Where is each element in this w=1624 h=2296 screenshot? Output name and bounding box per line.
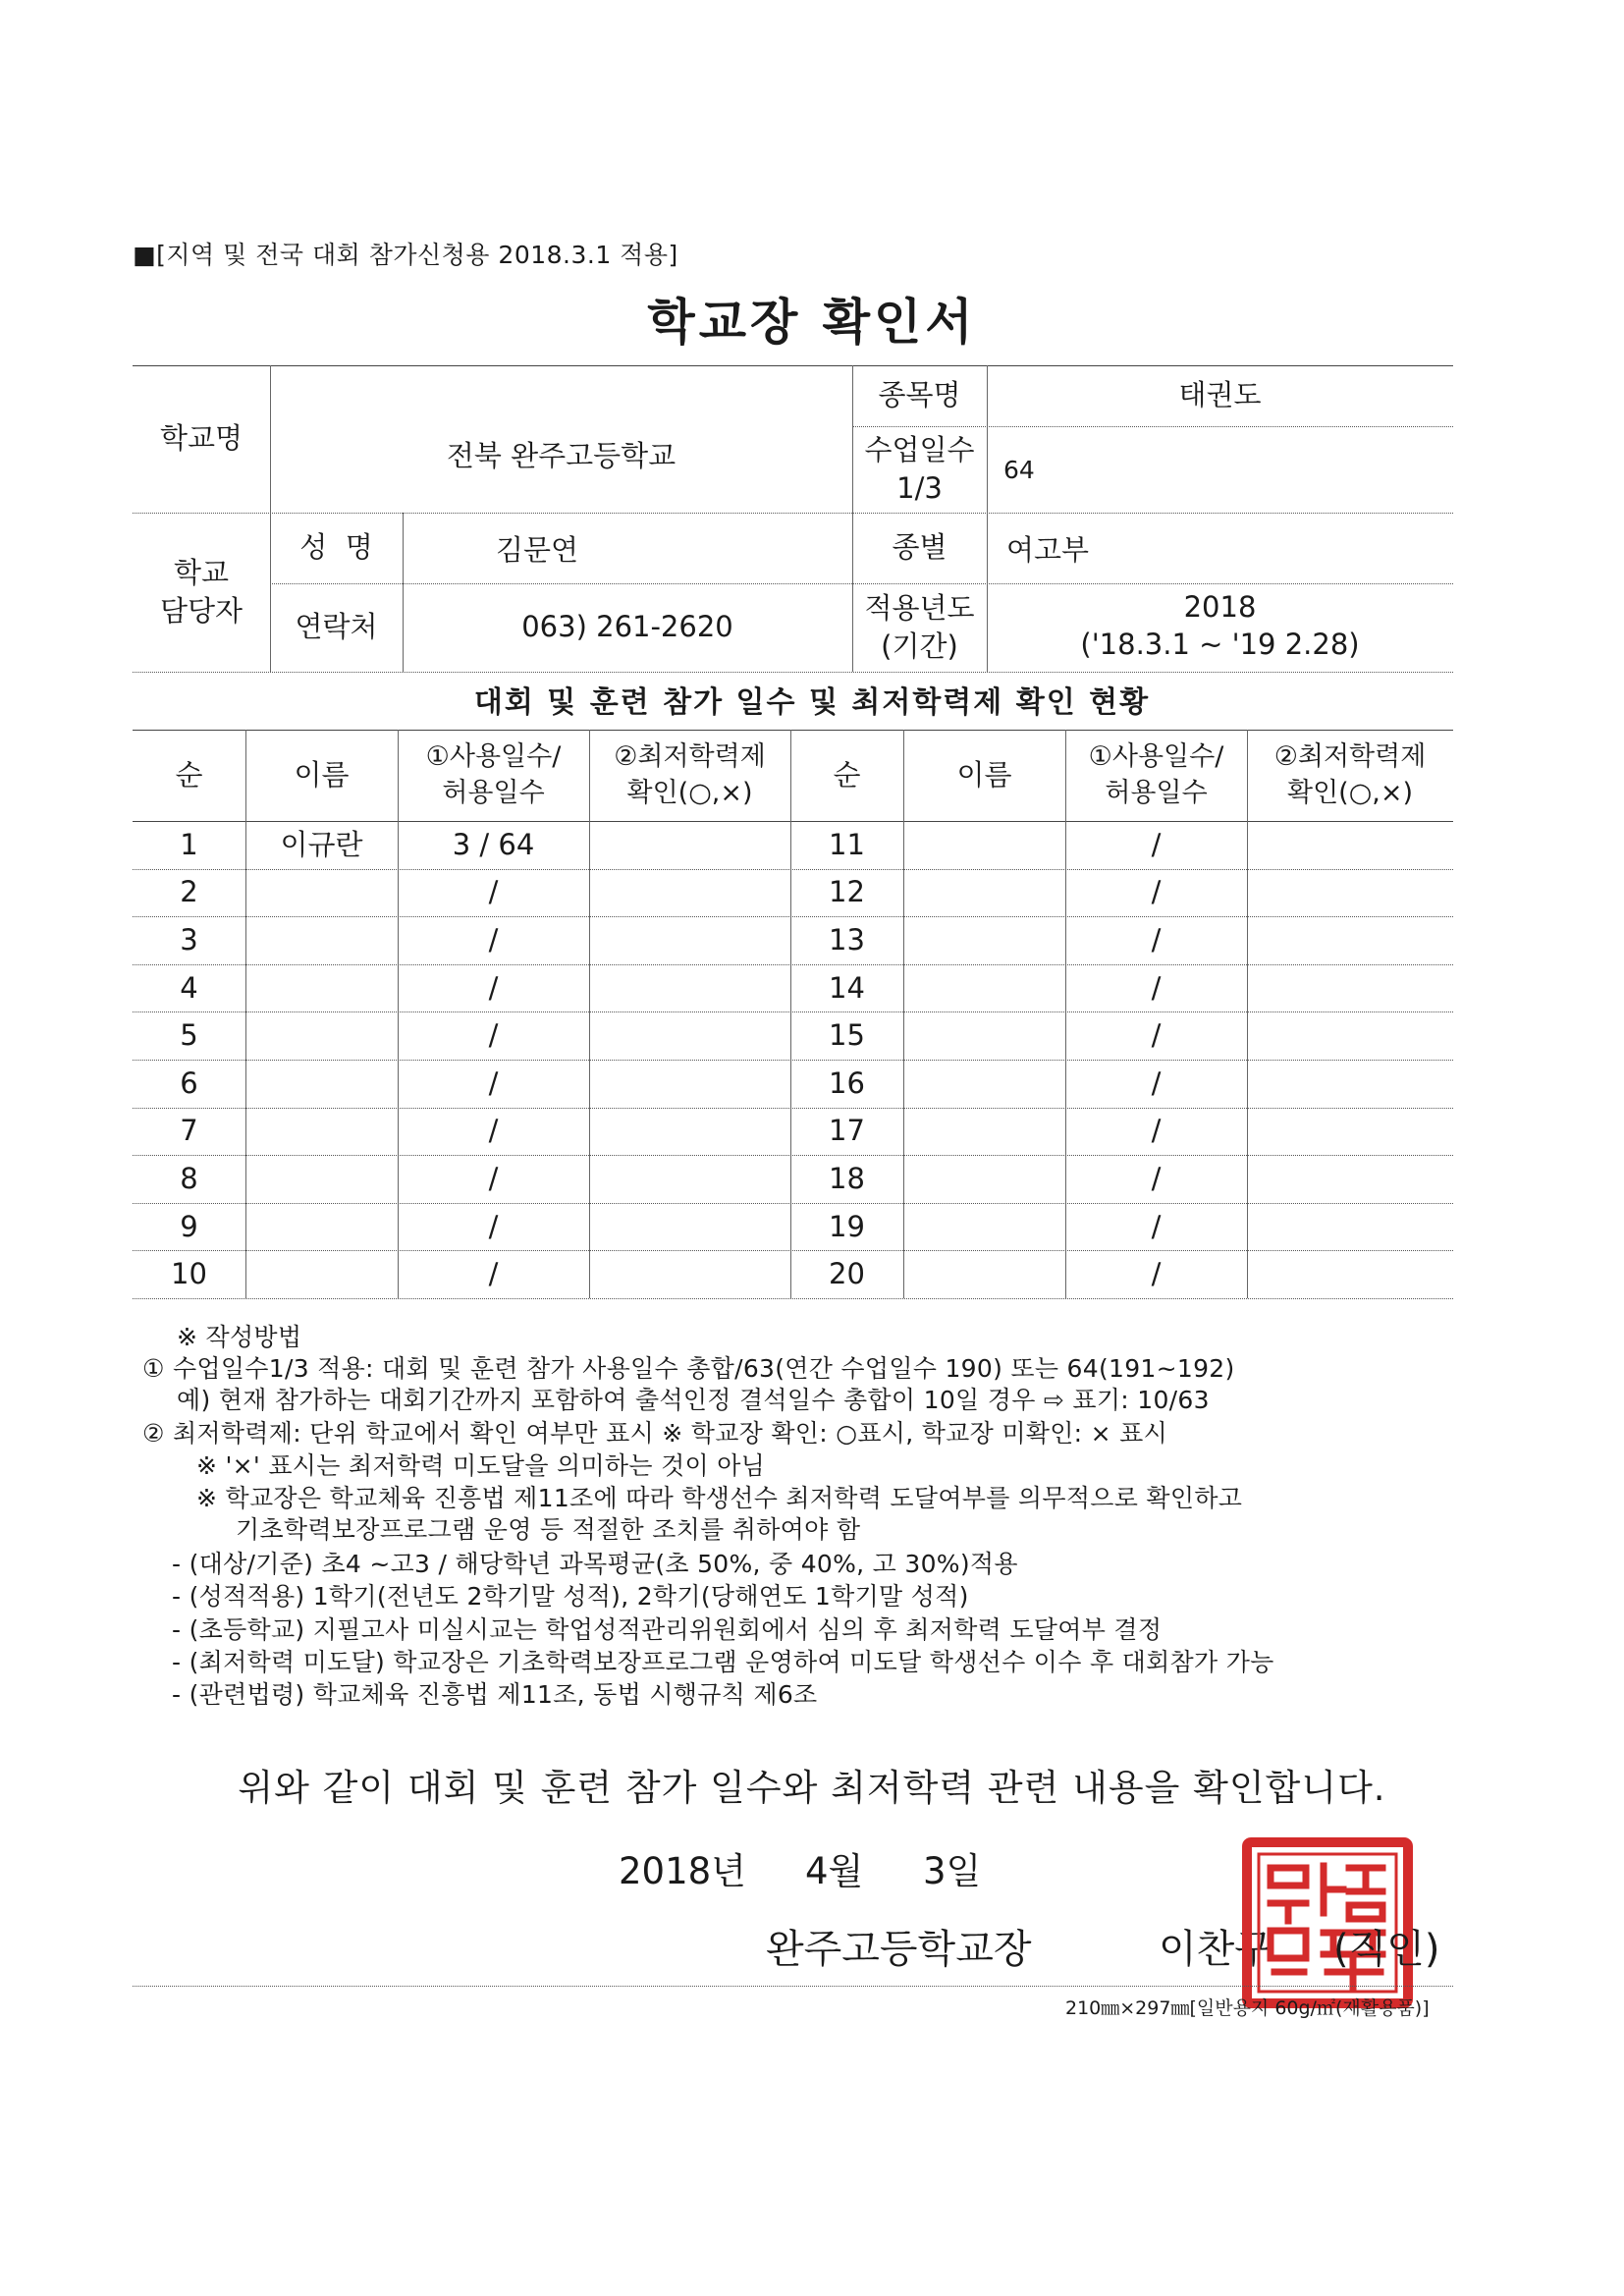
row-name bbox=[245, 1108, 398, 1156]
row-number: 1 bbox=[180, 827, 198, 861]
note-line: - (대상/기준) 초4 ~고3 / 해당학년 과목평균(초 50%, 중 40%, 고 30%)적용 bbox=[172, 1550, 1018, 1578]
row-days: / bbox=[1151, 1161, 1162, 1195]
col-no-header: 순 bbox=[833, 757, 861, 792]
row-name bbox=[245, 1011, 398, 1060]
row-number: 4 bbox=[180, 970, 198, 1005]
col-name-header: 이름 bbox=[956, 757, 1012, 792]
row-check bbox=[1247, 916, 1453, 964]
row-check bbox=[589, 869, 790, 917]
event-label: 종목명 bbox=[878, 378, 961, 412]
seal-label: (직인) bbox=[1333, 1927, 1440, 1972]
school-name-label: 학교명 bbox=[159, 421, 244, 456]
contact-value: 063) 261-2620 bbox=[521, 610, 733, 644]
row-days: / bbox=[1151, 1018, 1162, 1053]
row-number: 16 bbox=[829, 1066, 865, 1100]
col-check-header: ②최저학력제 확인(○,×) bbox=[614, 741, 766, 808]
row-days: / bbox=[1151, 970, 1162, 1005]
year-value: 2018 bbox=[1183, 590, 1257, 625]
row-name: 이규란 bbox=[280, 827, 363, 861]
row-number: 14 bbox=[829, 970, 865, 1005]
manager-label: 학교 담당자 bbox=[159, 555, 244, 628]
row-number: 19 bbox=[829, 1209, 865, 1243]
date-year: 2018년 bbox=[619, 1850, 746, 1892]
row-days: / bbox=[1151, 1209, 1162, 1243]
year-label: 적용년도 (기간) bbox=[864, 590, 975, 663]
col-name-header: 이름 bbox=[294, 757, 350, 792]
row-days: / bbox=[488, 1066, 499, 1100]
row-check bbox=[1247, 1203, 1453, 1251]
manager-name: 김문연 bbox=[496, 532, 579, 567]
row-number: 9 bbox=[180, 1209, 198, 1243]
class-days-label: 수업일수 1/3 bbox=[864, 432, 975, 505]
note-line: 예) 현재 참가하는 대회기간까지 포함하여 출석인정 결석일수 총합이 10일 경우 ⇨ 표기: 10/63 bbox=[177, 1386, 1210, 1414]
row-days: / bbox=[1151, 827, 1162, 861]
row-number: 17 bbox=[829, 1114, 865, 1148]
note-line: ※ 작성방법 bbox=[177, 1323, 302, 1351]
row-days: / bbox=[488, 1209, 499, 1243]
row-check bbox=[589, 1108, 790, 1156]
school-name: 전북 완주고등학교 bbox=[446, 439, 677, 473]
row-name bbox=[903, 1203, 1065, 1251]
row-number: 12 bbox=[829, 875, 865, 909]
note-line: 기초학력보장프로그램 운영 등 적절한 조치를 취하여야 함 bbox=[236, 1515, 861, 1544]
row-name bbox=[903, 821, 1065, 869]
row-name bbox=[245, 1250, 398, 1298]
row-name bbox=[903, 1108, 1065, 1156]
row-name bbox=[903, 916, 1065, 964]
row-check bbox=[1247, 1060, 1453, 1108]
row-number: 3 bbox=[180, 922, 198, 957]
page-title: 학교장 확인서 bbox=[647, 294, 977, 351]
row-days: / bbox=[1151, 1257, 1162, 1291]
event-value: 태권도 bbox=[1178, 378, 1262, 412]
row-days: / bbox=[1151, 922, 1162, 957]
row-name bbox=[245, 916, 398, 964]
row-number: 18 bbox=[829, 1161, 865, 1195]
row-name bbox=[245, 964, 398, 1012]
row-number: 10 bbox=[171, 1257, 207, 1291]
row-number: 2 bbox=[180, 875, 198, 909]
row-number: 7 bbox=[180, 1114, 198, 1148]
row-number: 20 bbox=[829, 1257, 865, 1291]
division-value: 여고부 bbox=[1006, 532, 1090, 567]
row-name bbox=[903, 1060, 1065, 1108]
row-check bbox=[589, 1060, 790, 1108]
row-check bbox=[589, 1155, 790, 1203]
date-day: 3일 bbox=[923, 1850, 982, 1892]
row-check bbox=[1247, 869, 1453, 917]
row-days: / bbox=[1151, 1066, 1162, 1100]
row-check bbox=[1247, 1155, 1453, 1203]
note-line: - (성적적용) 1학기(전년도 2학기말 성적), 2학기(당해연도 1학기말 성적) bbox=[172, 1582, 969, 1611]
row-check bbox=[1247, 964, 1453, 1012]
row-check bbox=[589, 1011, 790, 1060]
class-days-value: 64 bbox=[1003, 455, 1035, 484]
row-check bbox=[1247, 1250, 1453, 1298]
row-check bbox=[1247, 1108, 1453, 1156]
note-line: ※ '×' 표시는 최저학력 미도달을 의미하는 것이 아님 bbox=[196, 1451, 766, 1480]
row-name bbox=[245, 1155, 398, 1203]
note-line: - (최저학력 미도달) 학교장은 기초학력보장프로그램 운영하여 미도달 학생선수 이수 후 대회참가 가능 bbox=[172, 1648, 1274, 1676]
row-check bbox=[589, 1250, 790, 1298]
division-label: 종별 bbox=[892, 530, 947, 565]
row-check bbox=[589, 916, 790, 964]
name-label: 성 명 bbox=[299, 530, 373, 565]
row-number: 6 bbox=[180, 1066, 198, 1100]
row-number: 15 bbox=[829, 1018, 865, 1053]
row-name bbox=[903, 964, 1065, 1012]
date-month: 4월 bbox=[805, 1850, 864, 1892]
signer-title: 완주고등학교장 bbox=[766, 1927, 1032, 1972]
row-days: / bbox=[1151, 1114, 1162, 1148]
row-check bbox=[1247, 821, 1453, 869]
row-days: / bbox=[488, 922, 499, 957]
row-check bbox=[589, 821, 790, 869]
row-check bbox=[589, 1203, 790, 1251]
row-check bbox=[589, 964, 790, 1012]
note-line: ① 수업일수1/3 적용: 대회 및 훈련 참가 사용일수 총합/63(연간 수업일수 190) 또는 64(191~192) bbox=[142, 1354, 1235, 1383]
row-number: 8 bbox=[180, 1161, 198, 1195]
col-days-header: ①사용일수/ 허용일수 bbox=[1088, 741, 1224, 808]
paper-spec-note: 210㎜×297㎜[일반용지 60g/㎡(재활용품)] bbox=[1065, 1997, 1430, 2019]
note-line: ※ 학교장은 학교체육 진흥법 제11조에 따라 학생선수 최저학력 도달여부를 의무적으로 확인하고 bbox=[196, 1484, 1243, 1512]
row-name bbox=[245, 1060, 398, 1108]
row-name bbox=[903, 1011, 1065, 1060]
row-name bbox=[903, 1250, 1065, 1298]
col-days-header: ①사용일수/ 허용일수 bbox=[425, 741, 562, 808]
note-line: ② 최저학력제: 단위 학교에서 확인 여부만 표시 ※ 학교장 확인: ○표시, 학교장 미확인: × 표시 bbox=[142, 1419, 1168, 1448]
row-days: / bbox=[488, 1257, 499, 1291]
row-name bbox=[245, 869, 398, 917]
contact-label: 연락처 bbox=[295, 610, 378, 644]
col-check-header: ②최저학력제 확인(○,×) bbox=[1273, 741, 1427, 808]
row-number: 13 bbox=[829, 922, 865, 957]
row-name bbox=[245, 1203, 398, 1251]
row-number: 5 bbox=[180, 1018, 198, 1053]
row-days: 3 / 64 bbox=[452, 827, 535, 861]
row-days: / bbox=[488, 1114, 499, 1148]
note-line: - (관련법령) 학교체육 진흥법 제11조, 동법 시행규칙 제6조 bbox=[172, 1680, 818, 1709]
note-line: - (초등학교) 지필고사 미실시교는 학업성적관리위원회에서 심의 후 최저학력 도달여부 결정 bbox=[172, 1615, 1163, 1644]
row-number: 11 bbox=[829, 827, 865, 861]
header-note: ■[지역 및 전국 대회 참가신청용 2018.3.1 적용] bbox=[133, 241, 678, 269]
row-days: / bbox=[488, 1161, 499, 1195]
row-days: / bbox=[488, 970, 499, 1005]
row-name bbox=[903, 869, 1065, 917]
col-no-header: 순 bbox=[175, 757, 203, 792]
row-name bbox=[903, 1155, 1065, 1203]
section-title: 대회 및 훈련 참가 일수 및 최저학력제 확인 현황 bbox=[473, 685, 1151, 720]
period-value: ('18.3.1 ~ '19 2.28) bbox=[1080, 628, 1360, 662]
signer-name: 이찬구 bbox=[1159, 1927, 1272, 1972]
row-days: / bbox=[1151, 875, 1162, 909]
row-check bbox=[1247, 1011, 1453, 1060]
row-days: / bbox=[488, 1018, 499, 1053]
row-days: / bbox=[488, 875, 499, 909]
confirm-statement: 위와 같이 대회 및 훈련 참가 일수와 최저학력 관련 내용을 확인합니다. bbox=[238, 1767, 1386, 1809]
